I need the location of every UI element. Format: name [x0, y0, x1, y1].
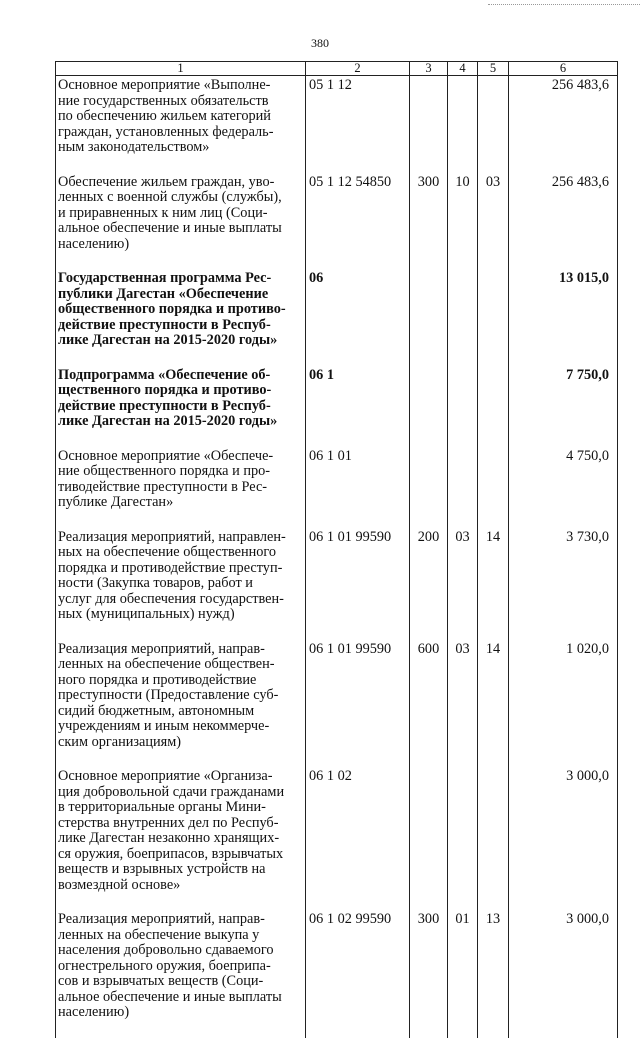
target-code: 06 1 02	[306, 767, 410, 910]
expense-type: 200	[410, 528, 448, 640]
item-name-line: действие преступности в Респуб-	[58, 316, 271, 333]
item-name-line: ных (муниципальных) нужд)	[58, 606, 235, 622]
table-row	[56, 447, 618, 528]
item-name-line: ленных на обеспечение выкупа у	[58, 926, 260, 943]
section: 03	[448, 640, 478, 768]
expense-type: 600	[410, 640, 448, 768]
item-name-line: Реализация мероприятий, направ-	[58, 911, 265, 927]
section: 03	[448, 528, 478, 640]
item-name-line: в территориальные органы Мини-	[58, 799, 266, 815]
subsection	[478, 269, 509, 366]
expense-type	[410, 269, 448, 366]
subsection: 14	[478, 640, 509, 768]
item-name-line: порядка и противодействие преступ-	[58, 559, 283, 576]
table-row	[56, 910, 618, 1038]
item-name-line: Основное мероприятие «Выполне-	[58, 77, 271, 93]
table-row	[56, 528, 618, 640]
section	[448, 269, 478, 366]
item-name-line: лике Дагестан на 2015-2020 годы»	[58, 332, 278, 348]
item-name-line: ским организациям)	[58, 733, 182, 750]
amount: 4 750,0	[509, 447, 618, 528]
target-code: 06	[306, 269, 410, 366]
expense-type	[410, 76, 448, 173]
table-body	[56, 76, 618, 1038]
item-name-line: ного порядка и противодействие	[58, 671, 257, 688]
item-name-line: сов и взрывчатых веществ (Соци-	[58, 973, 264, 989]
page-number: 380	[311, 36, 329, 50]
item-name	[56, 528, 306, 640]
item-name-line: лике Дагестан на 2015-2020 годы»	[58, 413, 278, 429]
section	[448, 767, 478, 910]
item-name-line: веществ и взрывных устройств на	[58, 861, 266, 877]
table-header-row	[56, 62, 618, 76]
item-name-line: услуг для обеспечения государствен-	[58, 590, 284, 607]
item-name-line: возмездной основе»	[58, 876, 181, 893]
item-name-line: сидий бюджетным, автономным	[58, 702, 255, 719]
item-name	[56, 767, 306, 910]
item-name-line: альное обеспечение и иные выплаты	[58, 988, 282, 1005]
target-code: 06 1 01 99590	[306, 640, 410, 768]
subsection: 13	[478, 910, 509, 1038]
column-header: 4	[448, 62, 478, 76]
item-name-line: населения добровольно сдаваемого	[58, 942, 274, 958]
subsection: 14	[478, 528, 509, 640]
amount: 3 000,0	[509, 910, 618, 1038]
section	[448, 76, 478, 173]
subsection	[478, 767, 509, 910]
expense-type: 300	[410, 910, 448, 1038]
item-name-line: общественного порядка и противо-	[58, 301, 286, 317]
section: 10	[448, 173, 478, 270]
item-name-line: Основное мероприятие «Обеспече-	[58, 447, 274, 464]
amount: 1 020,0	[509, 640, 618, 768]
table-row	[56, 173, 618, 270]
amount: 256 483,6	[509, 76, 618, 173]
table-row	[56, 269, 618, 366]
item-name-line: граждан, установленных федераль-	[58, 123, 274, 140]
subsection: 03	[478, 173, 509, 270]
item-name	[56, 76, 306, 173]
budget-table	[55, 61, 618, 1038]
table-row	[56, 767, 618, 910]
item-name-line: ленных с военной службы (службы),	[58, 189, 282, 205]
item-name-line: действие преступности в Респуб-	[58, 397, 271, 414]
expense-type	[410, 767, 448, 910]
item-name-line: тиводействие преступности в Рес-	[58, 478, 268, 495]
item-name-line: публики Дагестан «Обеспечение	[58, 285, 269, 302]
expense-type: 300	[410, 173, 448, 270]
item-name-line: ным законодательством»	[58, 139, 210, 155]
item-name	[56, 366, 306, 447]
item-name-line: ленных на обеспечение обществен-	[58, 656, 275, 672]
item-name	[56, 173, 306, 270]
target-code: 06 1 01	[306, 447, 410, 528]
item-name-line: Реализация мероприятий, направ-	[58, 640, 265, 657]
item-name-line: ных на обеспечение общественного	[58, 544, 277, 560]
target-code: 06 1	[306, 366, 410, 447]
item-name	[56, 269, 306, 366]
item-name-line: публике Дагестан»	[58, 494, 174, 510]
section	[448, 366, 478, 447]
amount: 256 483,6	[509, 173, 618, 270]
section	[448, 447, 478, 528]
item-name-line: щественного порядка и противо-	[58, 382, 272, 398]
item-name-line: по обеспечению жильем категорий	[58, 108, 271, 124]
expense-type	[410, 447, 448, 528]
expense-type	[410, 366, 448, 447]
amount: 13 015,0	[509, 269, 618, 366]
item-name	[56, 910, 306, 1038]
subsection	[478, 76, 509, 173]
item-name-line: преступности (Предоставление суб-	[58, 687, 279, 703]
top-edge-line	[488, 4, 640, 5]
item-name	[56, 447, 306, 528]
amount: 7 750,0	[509, 366, 618, 447]
item-name-line: и приравненных к ним лиц (Соци-	[58, 204, 268, 221]
item-name-line: огнестрельного оружия, боеприпа-	[58, 957, 271, 974]
section: 01	[448, 910, 478, 1038]
item-name-line: стерства внутренних дел по Респуб-	[58, 814, 279, 831]
table-row	[56, 76, 618, 173]
item-name-line: Обеспечение жильем граждан, уво-	[58, 173, 275, 190]
item-name-line: Основное мероприятие «Организа-	[58, 768, 273, 784]
table-row	[56, 366, 618, 447]
item-name-line: населению)	[58, 1004, 130, 1020]
column-header: 5	[478, 62, 509, 76]
amount: 3 000,0	[509, 767, 618, 910]
column-header: 1	[56, 62, 306, 76]
item-name-line: ние государственных обязательств	[58, 92, 269, 109]
column-header: 3	[410, 62, 448, 76]
item-name-line: лике Дагестан незаконно хранящих-	[58, 830, 280, 846]
amount: 3 730,0	[509, 528, 618, 640]
subsection	[478, 447, 509, 528]
item-name-line: ся оружия, боеприпасов, взрывчатых	[58, 845, 284, 862]
item-name-line: учреждениям и иным некоммерче-	[58, 718, 270, 734]
item-name-line: населению)	[58, 235, 130, 252]
target-code: 06 1 02 99590	[306, 910, 410, 1038]
target-code: 05 1 12	[306, 76, 410, 173]
subsection	[478, 366, 509, 447]
item-name-line: ция добровольной сдачи гражданами	[58, 783, 285, 800]
target-code: 06 1 01 99590	[306, 528, 410, 640]
item-name-line: альное обеспечение и иные выплаты	[58, 220, 282, 236]
item-name	[56, 640, 306, 768]
item-name-line: ности (Закупка товаров, работ и	[58, 575, 253, 591]
item-name-line: ние общественного порядка и про-	[58, 463, 271, 479]
item-name-line: Реализация мероприятий, направлен-	[58, 528, 286, 545]
item-name-line: Подпрограмма «Обеспечение об-	[58, 366, 271, 383]
item-name-line: Государственная программа Рес-	[58, 270, 272, 286]
table-row	[56, 640, 618, 768]
target-code: 05 1 12 54850	[306, 173, 410, 270]
column-header: 2	[306, 62, 410, 76]
column-header: 6	[509, 62, 618, 76]
